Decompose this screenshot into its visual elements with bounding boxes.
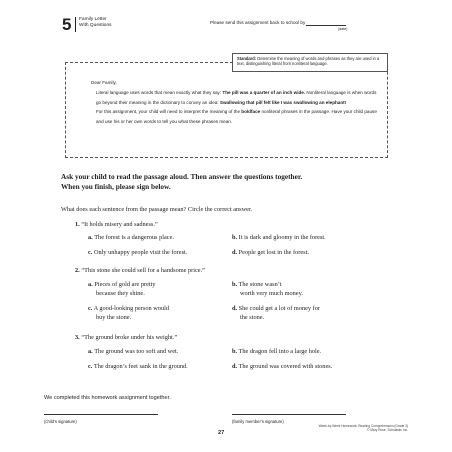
option-letter: d. xyxy=(232,305,238,312)
option-text-cont: worth very much money. xyxy=(240,289,303,297)
q3-option-b[interactable] xyxy=(232,348,321,357)
family-signature-line[interactable] xyxy=(232,414,346,415)
option-text: The dragon’s feet sank in the ground. xyxy=(93,363,188,370)
option-letter: b. xyxy=(232,281,238,288)
option-letter: a. xyxy=(88,281,93,288)
q1-option-d[interactable] xyxy=(232,249,309,258)
child-signature-line[interactable] xyxy=(44,414,158,415)
child-signature-label: (child’s signature) xyxy=(44,419,77,424)
q2-option-b[interactable] xyxy=(232,281,303,298)
option-text: People get lost in the forest. xyxy=(238,249,309,256)
option-letter: c. xyxy=(88,363,93,370)
option-text: The forest is a dangerous place. xyxy=(94,234,174,241)
option-letter: a. xyxy=(88,234,93,241)
option-text-cont: because they shine. xyxy=(96,289,145,297)
option-letter: d. xyxy=(232,249,238,256)
q2-option-c[interactable] xyxy=(88,305,169,322)
letter-p1-text-b: Nonliteral language is when words go beyond their meaning in the dictionary to convey an idea: xyxy=(96,89,377,105)
question-1-number: 1. xyxy=(75,221,80,228)
family-signature-label: (family member’s signature) xyxy=(232,419,284,424)
instructions-line2: When you finish, please sign below. xyxy=(61,182,171,191)
question-3 xyxy=(75,334,177,341)
assignment-number: 5 xyxy=(62,15,72,34)
letter-text xyxy=(91,78,381,127)
q1-option-a[interactable] xyxy=(88,234,174,243)
option-text: Only unhappy people visit the forest. xyxy=(93,249,188,256)
option-text: The ground was too soft and wet. xyxy=(94,348,179,355)
question-2-number: 2. xyxy=(75,267,80,274)
standard-text: Determine the meaning of words and phrases as they are used in a text, distinguishing literal from nonliteral language. xyxy=(237,56,380,67)
page-number: 27 xyxy=(218,430,225,436)
option-letter: a. xyxy=(88,348,93,355)
instructions-line1: Ask your child to read the passage aloud. Then answer the questions together. xyxy=(61,172,303,181)
q2-option-a[interactable] xyxy=(88,281,156,298)
q3-option-a[interactable] xyxy=(88,348,178,357)
letter-p2-text-a: For this assignment, your child will need to interpret the meaning of the xyxy=(96,109,241,115)
question-1 xyxy=(75,221,158,228)
page-header xyxy=(62,16,402,36)
option-letter: c. xyxy=(88,305,93,312)
date-label: (date) xyxy=(338,27,348,31)
option-text: She could get a lot of money for xyxy=(238,305,320,312)
option-text: The dragon fell into a large hole. xyxy=(238,348,322,355)
credit-line-2: © Mary Rose, Scholastic Inc. xyxy=(367,428,408,433)
letter-p2-bold: boldface xyxy=(241,109,261,115)
question-1-text: “It holds misery and sadness.” xyxy=(81,221,158,228)
letter-p1-bold-2: Swallowing that pill felt like I was swallowing an elephant! xyxy=(219,99,347,105)
option-text: A good-looking person would xyxy=(93,305,169,312)
option-letter: c. xyxy=(88,249,93,256)
header-label-line2: With Questions xyxy=(79,23,112,28)
option-text: Pieces of gold are pretty xyxy=(94,281,156,288)
header-label-line1: Family Letter xyxy=(79,17,107,22)
send-back-text: Please send this assignment back to school by xyxy=(210,20,306,25)
q1-option-b[interactable] xyxy=(232,234,326,243)
standard-label: Standard: xyxy=(237,56,257,61)
letter-greeting: Dear Family, xyxy=(91,80,117,85)
option-text: It is dark and gloomy in the forest. xyxy=(238,234,326,241)
option-letter: b. xyxy=(232,348,238,355)
standard-box xyxy=(232,53,388,72)
question-2 xyxy=(75,267,205,274)
letter-p1-bold-1: The pill was a quarter of an inch wide. xyxy=(222,89,306,95)
letter-p1-text-a: Literal language uses words that mean exactly what they say: xyxy=(96,89,222,95)
option-text-cont: the stone. xyxy=(240,313,265,321)
question-3-number: 3. xyxy=(75,334,80,341)
question-prompt: What does each sentence from the passage mean? Circle the correct answer. xyxy=(61,206,253,213)
letter-paragraph-1 xyxy=(91,88,381,108)
option-text: The stone wasn’t xyxy=(238,281,282,288)
credit-line-1: Week-by-Week Homework: Reading Comprehension (Grade 3) xyxy=(318,424,408,428)
question-3-text: “The ground broke under his weight.” xyxy=(81,334,178,341)
header-divider xyxy=(75,17,76,32)
letter-p2-text-b: nonliteral phrases in the passage. Have your child pause and use his or her own words to tell you what these phrases mean. xyxy=(96,109,377,125)
q3-option-d[interactable] xyxy=(232,363,332,372)
q3-option-c[interactable] xyxy=(88,363,188,372)
q1-option-c[interactable] xyxy=(88,249,187,258)
question-2-text: “This stone she could sell for a handsome price.” xyxy=(81,267,205,274)
q2-option-d[interactable] xyxy=(232,305,320,322)
letter-paragraph-2 xyxy=(91,107,381,127)
instructions xyxy=(61,172,302,192)
date-blank xyxy=(306,25,346,26)
option-text: The ground was covered with stones. xyxy=(238,363,333,370)
credit-line xyxy=(300,424,408,432)
option-letter: b. xyxy=(232,234,238,241)
option-text-cont: buy the stone. xyxy=(96,313,132,321)
option-letter: d. xyxy=(232,363,238,370)
completed-statement: We completed this homework assignment together. xyxy=(44,395,171,401)
